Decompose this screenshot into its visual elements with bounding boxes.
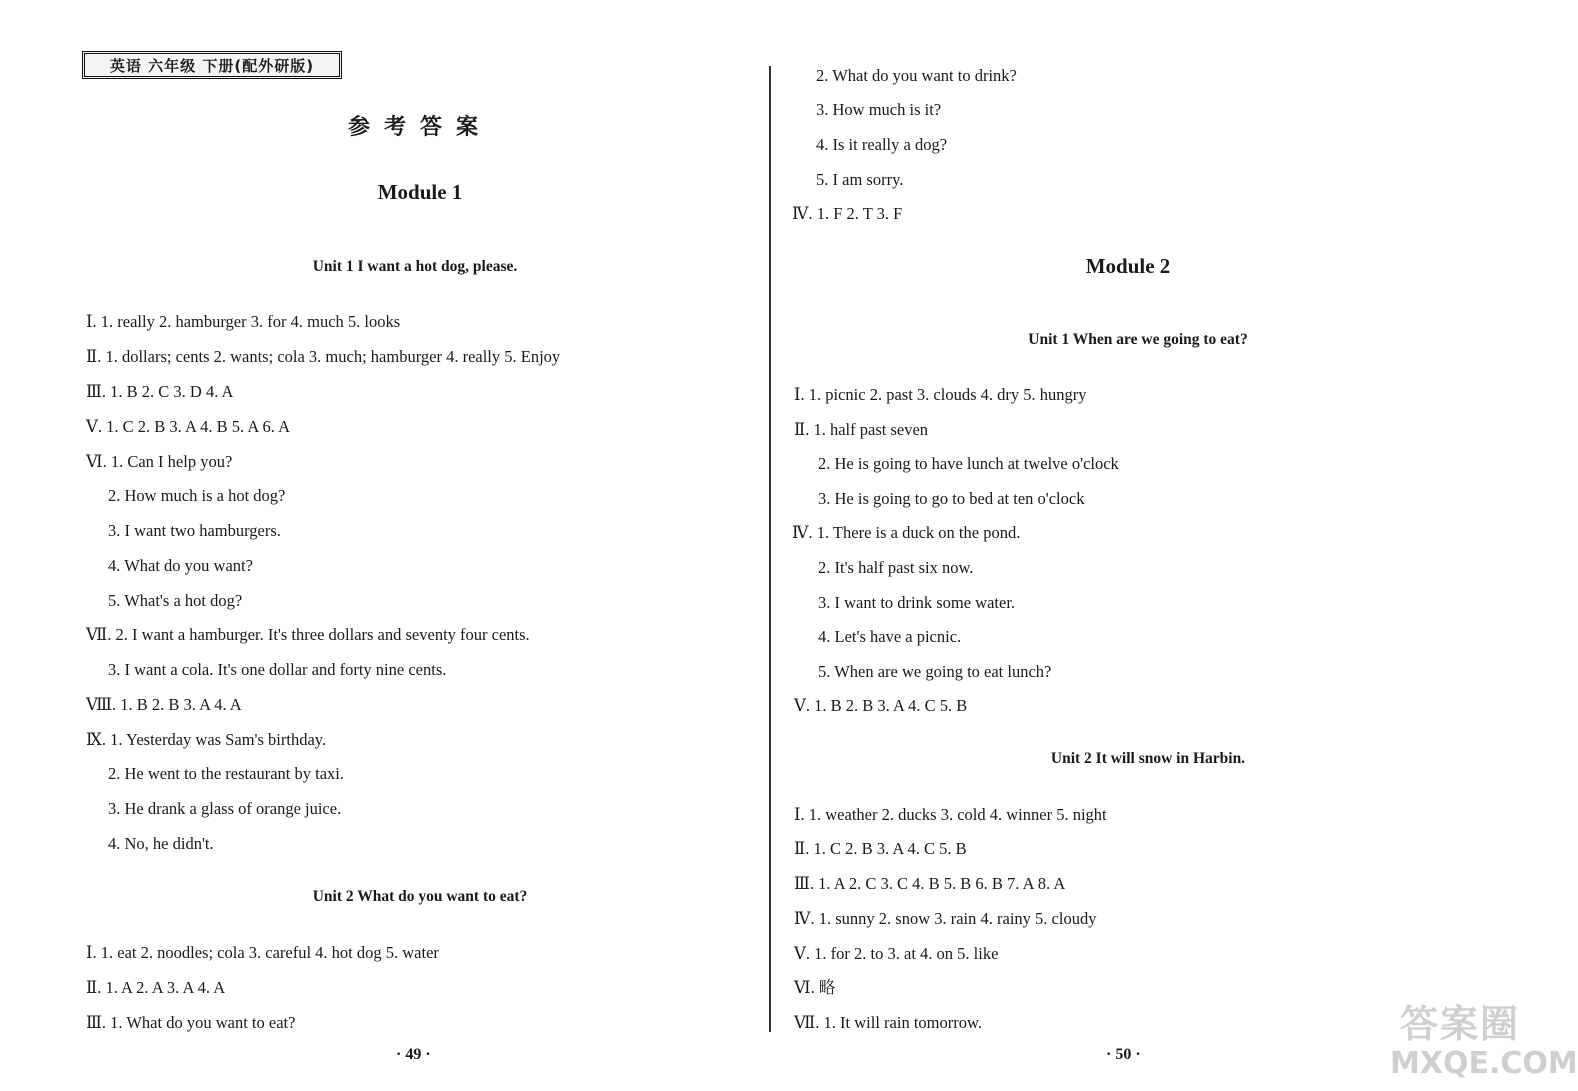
m2-unit1-title: Unit 1 When are we going to eat? <box>1028 331 1248 348</box>
watermark-domain-text: MXQE.COM <box>1390 1046 1578 1081</box>
m2u1-line: Ⅴ. 1. B 2. B 3. A 4. C 5. B <box>794 696 968 715</box>
m1u1-line: Ⅲ. 1. B 2. C 3. D 4. A <box>86 382 234 401</box>
m2u1-line: 4. Let's have a picnic. <box>818 627 962 646</box>
m2u1-line: 5. When are we going to eat lunch? <box>818 662 1052 681</box>
m1u1-line: Ⅵ. 1. Can I help you? <box>86 452 233 471</box>
m1u1-line: 5. What's a hot dog? <box>108 591 243 610</box>
page-number-right: · 50 · <box>1106 1046 1141 1063</box>
m2u1-line: 2. It's half past six now. <box>818 558 974 577</box>
m2u1-line: Ⅱ. 1. half past seven <box>794 420 929 439</box>
m1u2-line: Ⅲ. 1. What do you want to eat? <box>86 1013 296 1032</box>
m1u1-line: Ⅶ. 2. I want a hamburger. It's three dollars and seventy four cents. <box>86 625 530 644</box>
m1u1-line: Ⅱ. 1. dollars; cents 2. wants; cola 3. much; hamburger 4. really 5. Enjoy <box>86 347 561 366</box>
m1u1-line: Ⅰ. 1. really 2. hamburger 3. for 4. much 5. looks <box>86 312 401 331</box>
m2u2-line: Ⅵ. 略 <box>794 978 836 997</box>
m1u1-line: 4. No, he didn't. <box>108 834 214 853</box>
m1u1-line: 2. He went to the restaurant by taxi. <box>108 764 344 783</box>
m2u1-line: Ⅰ. 1. picnic 2. past 3. clouds 4. dry 5. hungry <box>794 385 1087 404</box>
m2u1-line: 3. I want to drink some water. <box>818 593 1016 612</box>
m1-continued-line: 5. I am sorry. <box>816 170 904 189</box>
m1-continued-line: 4. Is it really a dog? <box>816 135 948 154</box>
site-watermark <box>1390 1001 1578 1087</box>
m2-unit2-title: Unit 2 It will snow in Harbin. <box>1050 750 1246 767</box>
watermark-logo-text: 答案圈 <box>1399 1002 1520 1046</box>
m1u1-line: 2. How much is a hot dog? <box>108 486 286 505</box>
m2u1-line: Ⅳ. 1. There is a duck on the pond. <box>792 523 1021 542</box>
m2u2-line: Ⅳ. 1. sunny 2. snow 3. rain 4. rainy 5. cloudy <box>794 909 1097 928</box>
m2u1-line: 3. He is going to go to bed at ten o'clock <box>818 489 1085 508</box>
m1-continued-line: Ⅳ. 1. F 2. T 3. F <box>792 204 903 223</box>
m1u1-line: Ⅴ. 1. C 2. B 3. A 4. B 5. A 6. A <box>86 417 291 436</box>
m1-unit2-title: Unit 2 What do you want to eat? <box>312 888 528 905</box>
m1u1-line: 3. I want two hamburgers. <box>108 521 281 540</box>
m2u2-line: Ⅰ. 1. weather 2. ducks 3. cold 4. winner 5. night <box>794 805 1107 824</box>
m2u2-line: Ⅱ. 1. C 2. B 3. A 4. C 5. B <box>794 839 967 858</box>
m1u1-line: Ⅸ. 1. Yesterday was Sam's birthday. <box>86 730 327 749</box>
m1u1-line: Ⅷ. 1. B 2. B 3. A 4. A <box>86 695 242 714</box>
module-2-title: Module 2 <box>1085 254 1171 278</box>
m1u1-line: 3. I want a cola. It's one dollar and forty nine cents. <box>108 660 447 679</box>
book-header-label: 英语 六年级 下册(配外研版) <box>82 51 342 79</box>
answer-key-title: 参考答案 <box>347 114 492 140</box>
m1u2-line: Ⅱ. 1. A 2. A 3. A 4. A <box>86 978 226 997</box>
m2u2-line: Ⅶ. 1. It will rain tomorrow. <box>794 1013 982 1032</box>
m1u1-line: 3. He drank a glass of orange juice. <box>108 799 342 818</box>
m2u2-line: Ⅲ. 1. A 2. C 3. C 4. B 5. B 6. B 7. A 8. A <box>794 874 1066 893</box>
left-page <box>0 0 768 1091</box>
m1-continued-line: 2. What do you want to drink? <box>816 66 1017 85</box>
right-page <box>768 0 1578 1091</box>
m1u1-line: 4. What do you want? <box>108 556 253 575</box>
m1u2-line: Ⅰ. 1. eat 2. noodles; cola 3. careful 4. hot dog 5. water <box>86 943 439 962</box>
m1-continued-line: 3. How much is it? <box>816 100 942 119</box>
page-number-left: · 49 · <box>396 1046 431 1063</box>
module-1-title: Module 1 <box>377 180 463 204</box>
m2u2-line: Ⅴ. 1. for 2. to 3. at 4. on 5. like <box>794 944 999 963</box>
m2u1-line: 2. He is going to have lunch at twelve o'clock <box>818 454 1119 473</box>
m1-unit1-title: Unit 1 I want a hot dog, please. <box>312 258 518 275</box>
